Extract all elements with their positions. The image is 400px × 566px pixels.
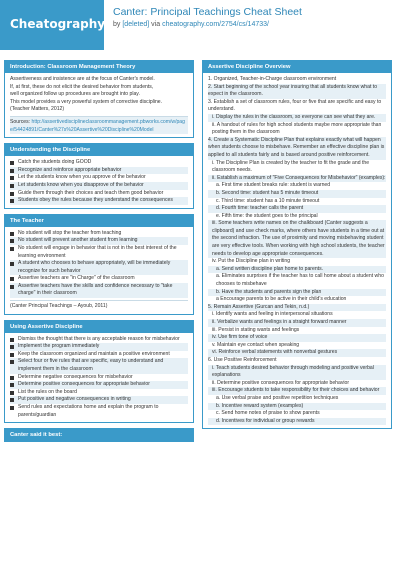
list-item (10, 343, 188, 351)
overview-section (202, 60, 392, 429)
list-item (10, 396, 188, 404)
bullet-icon (10, 360, 14, 364)
intro-line: (Teacher Matters, 2012) (10, 106, 65, 113)
bullet-icon (10, 285, 14, 289)
overview-line: b. Second time: student has 5 minute timeout (208, 190, 386, 198)
overview-line: i. Identify wants and feeling in interpersonal situations (212, 311, 333, 318)
left-column (4, 60, 194, 447)
bullet-icon (10, 398, 14, 402)
list-item-text: Determine positive consequences for appropriate behavior (18, 381, 150, 388)
overview-line: i. Display the rules in the classroom, so everyone can see what they are. (208, 114, 386, 122)
list-item-text: Guide them through their choices and teach them good behavior (18, 189, 164, 196)
list-item-text: Let the students know when you approve of the behavior (18, 174, 146, 181)
overview-line: 6. Use Positive Reinforcement (208, 356, 277, 363)
list-item (10, 237, 188, 245)
bullet-icon (10, 262, 14, 266)
overview-line: iii. Encourage students to take responsibility for their choices and behavior (208, 387, 386, 395)
cheatography-logo[interactable]: Cheatography (0, 0, 104, 50)
list-item (10, 245, 188, 260)
overview-line: iv. Put the Discipline plan in writing (212, 258, 291, 265)
list-item (10, 351, 188, 359)
list-item-text: List the rules on the board (18, 388, 77, 395)
overview-line: iii. Persist in stating wants and feelings (212, 326, 300, 333)
bullet-icon (10, 353, 14, 357)
bullet-icon (10, 184, 14, 188)
list-item (10, 381, 188, 389)
overview-line: ii. Determine positive consequences for appropriate behavior (212, 379, 350, 386)
list-item (10, 283, 188, 298)
list-item-text: Keep the classroom organized and maintain a positive environment (18, 350, 170, 357)
list-item (10, 197, 188, 205)
intro-line: This model provides a very powerful system of corrective discipline. (10, 98, 163, 105)
overview-line: a. Eliminates surprises if the teacher has to call home about a student who chooses to misbehave (216, 273, 384, 288)
list-item (10, 182, 188, 190)
bullet-icon (10, 277, 14, 281)
sources-row (10, 116, 188, 134)
sheet-url-link[interactable]: cheatography.com/2754/cs/14733/ (162, 21, 269, 28)
overview-line: ii. Verbalize wants and feelings in a straight forward manner (208, 319, 386, 327)
sources-label: Sources: (10, 118, 31, 125)
overview-line: a. Send written discipline plan home to parents. (208, 266, 386, 274)
overview-line: i. The Discipline Plan is created by the teacher to fit the grade and the classroom needs. (212, 159, 370, 174)
page-title: Canter: Principal Teachings Cheat Sheet (113, 6, 302, 18)
author-link[interactable]: [deleted] (122, 21, 150, 28)
list-item-text: Select four or five rules that are specific, easy to understand and implement them in the classroom (18, 358, 164, 373)
right-column (202, 60, 392, 434)
overview-line: e. Fifth time: the student goes to the principal (216, 212, 318, 219)
overview-line: b. Have the students and parents sign the plan (208, 289, 386, 297)
overview-line: c. Third time: student has a 10 minute timeout (216, 197, 320, 204)
bullet-icon (10, 161, 14, 165)
overview-line: b. Incentive reward system (examples) (208, 403, 386, 411)
list-item-text: Students obey the rules because they understand the consequences (18, 197, 173, 204)
list-item (10, 159, 188, 167)
page-header (0, 0, 400, 50)
understanding-heading: Understanding the Discipline (5, 144, 193, 156)
list-item-text: Send rules and expectations home and explain the program to parents/guardian (18, 404, 159, 418)
overview-line: ii. A handout of rules for high school students maybe more appropriate than posting them in the classroom (212, 121, 382, 136)
teacher-section (4, 214, 194, 315)
list-item (10, 190, 188, 198)
overview-line: a. First time student breaks rule: student is warned (216, 182, 331, 189)
list-item (10, 174, 188, 182)
list-item (10, 275, 188, 283)
overview-line: d. Incentives for individual or group rewards (208, 418, 386, 426)
intro-section (4, 60, 194, 138)
overview-body (203, 73, 391, 428)
list-item-text: Assertive teachers have the skills and confidence necessary to "take charge" in their classroom (18, 282, 173, 297)
list-item-text: Implement the program immediately (18, 343, 100, 350)
bullet-icon (10, 192, 14, 196)
list-item-text: Let students know when you disapprove of the behavior (18, 181, 144, 188)
list-item-text: No student will engage in behavior that is not in the best interest of the learning environment (18, 244, 177, 259)
list-item (10, 336, 188, 344)
list-item (10, 404, 188, 419)
understanding-section (4, 143, 194, 209)
bullet-icon (10, 345, 14, 349)
bullet-icon (10, 176, 14, 180)
list-item (10, 230, 188, 238)
bullet-icon (10, 232, 14, 236)
overview-line: 1. Organized, Teacher-in-Charge classroom environment (208, 76, 337, 82)
bullet-icon (10, 406, 14, 410)
using-section (4, 320, 194, 424)
intro-line: Assertiveness and insistence are at the focus of Canter's model. (10, 76, 155, 82)
list-item (10, 389, 188, 397)
bullet-icon (10, 247, 14, 251)
using-heading: Using Assertive Discipline (5, 321, 193, 333)
list-item-text: No student will stop the teacher from teaching (18, 229, 122, 236)
bullet-icon (10, 239, 14, 243)
teacher-citation: (Canter Principal Teachings – Ayoub, 2011) (10, 300, 188, 311)
overview-line: 4. Create a Systematic Discipline Plan that explains exactly what will happen when students choose to misbehave. Remember an effective discipline plan is applied to all students fairly and is based around positive reinforcement. (208, 136, 385, 158)
list-item-text: No student will prevent another student from learning (18, 237, 138, 244)
overview-line: a Encourage parents to be active in their child's education (216, 296, 347, 303)
intro-line: If, at first, these do not elicit the desired behavior from students, (10, 83, 154, 90)
bullet-icon (10, 169, 14, 173)
teacher-heading: The Teacher (5, 215, 193, 227)
byline (113, 21, 269, 28)
via-label: via (151, 21, 161, 28)
overview-line: iv. Use firm tone of voice (208, 334, 386, 342)
overview-line: d. Fourth time: teacher calls the parent (208, 205, 386, 213)
canter-section (4, 428, 194, 442)
list-item (10, 167, 188, 175)
list-item-text: Recognize and reinforce appropriate behavior (18, 166, 122, 173)
list-item-text: Catch the students doing GOOD (18, 159, 92, 166)
by-prefix: by (113, 21, 121, 28)
bullet-icon (10, 376, 14, 380)
sources-link[interactable]: http://assertivedisciplineclassroommanagement.pbworks.com/w/page/54424891/Canter%27s%20Assertive%20Discipline%20Model (10, 118, 185, 133)
overview-line: ii. Establish a maximum of "Five Consequences for Misbehavior" (examples): (208, 175, 386, 183)
list-item-text: Put positive and negative consequences in writing (18, 396, 131, 403)
list-item-text: Determine negative consequences for misbehavior (18, 373, 133, 380)
bullet-icon (10, 338, 14, 342)
list-item (10, 260, 188, 275)
overview-line: v. Maintain eye contact when speaking (212, 341, 300, 348)
list-item (10, 374, 188, 382)
overview-line: 2. Start beginning of the school year insuring that all students know what to expect in the classroom. (208, 84, 386, 99)
list-item (10, 358, 188, 373)
bullet-icon (10, 383, 14, 387)
list-item-text: Dismiss the thought that there is any acceptable reason for misbehavior (18, 335, 180, 342)
list-item-text: A student who chooses to behave appropriately, will be immediately recognize for such behavior (18, 260, 171, 274)
bullet-icon (10, 199, 14, 203)
overview-line: a. Use verbal praise and positive repetition techniques (216, 394, 339, 401)
canter-heading: Canter said it best: (5, 429, 193, 441)
overview-line: iii. Some teachers write names on the chalkboard (Canter suggests a clipboard) and use check marks, where others have students in a time out at the second infraction. The use of proximity and moving misbehaving student are very effective tools. When working with high school students, the teacher needs to develop age appropriate consequences. (208, 220, 386, 258)
list-item-text: Assertive teachers are "in Charge" of the classroom (18, 275, 135, 282)
bullet-icon (10, 391, 14, 395)
overview-line: 5. Remain Assertive (Gurcan and Tekin, n.d.) (208, 304, 386, 312)
intro-heading: Introduction: Classroom Management Theory (5, 61, 193, 73)
overview-line: vi. Reinforce verbal statements with nonverbal gestures (208, 349, 386, 357)
overview-line: i. Teach students desired behavior through modeling and positive verbal explanations (208, 365, 386, 380)
overview-heading: Assertive Discipline Overview (203, 61, 391, 73)
overview-line: c. Send home notes of praise to show parents (216, 410, 320, 417)
overview-line: 3. Establish a set of classroom rules, four or five that are specific and easy to understand. (208, 98, 382, 113)
intro-line: well organized follow up procedures are brought into play. (10, 91, 140, 98)
